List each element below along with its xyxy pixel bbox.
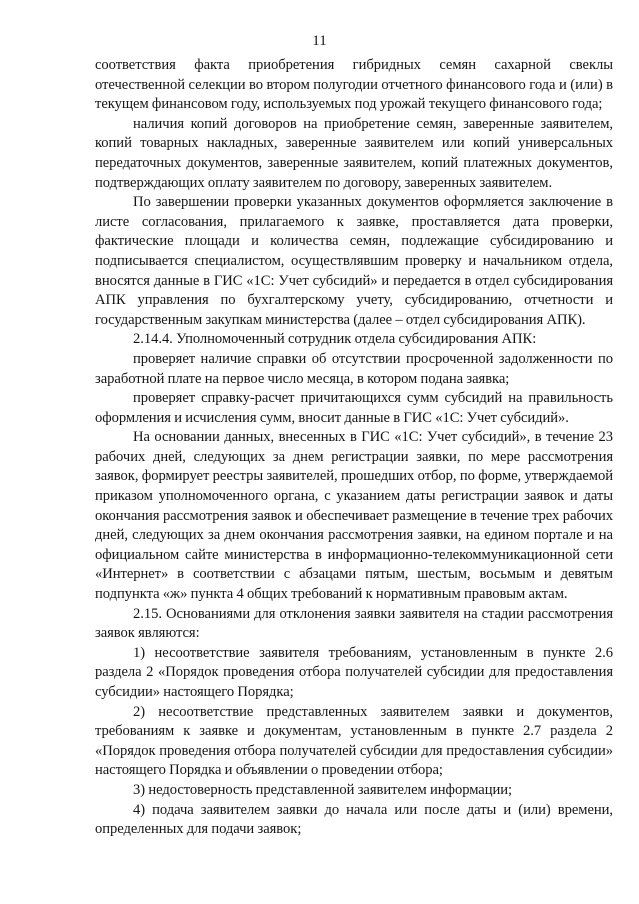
paragraph: На основании данных, внесенных в ГИС «1С: Учет субсидий», в течение 23 рабочих дней, следующих за днем регистрации заявки, по мере рассмотрения заявок, формирует реестры заявителей, прошедших отбор, по форме, утверждаемой приказом уполномоченного органа, с указанием даты регистрации заявок и даты окончания рассмотрения заявок и обеспечивает размещение в течение трех рабочих дней, следующих за днем окончания рассмотрения заявки, на едином портале и на официальном сайте министерства в информационно-телекоммуникационной сети «Интернет» в соответствии с абзацами пятым, шестым, восьмым и девятым подпункта «ж» пункта 4 общих требований к нормативным правовым актам. [95, 429, 613, 603]
paragraph: 1) несоответствие заявителя требованиям, установленным в пункте 2.6 раздела 2 «Порядок проведения отбора получателей субсидии для предоставления субсидии» настоящего Порядка; [95, 644, 613, 700]
paragraph: 2.14.4. Уполномоченный сотрудник отдела субсидирования АПК: [133, 331, 537, 348]
paragraph: соответствия факта приобретения гибридных семян сахарной свеклы отечественной селекции во втором полугодии отчетного финансового года и (или) в текущем финансовом году, используемых под урожай текущего финансового года; [95, 57, 613, 113]
paragraph: По завершении проверки указанных документов оформляется заключение в листе согласования, прилагаемого к заявке, проставляется дата проверки, фактические площади и количества семян, подлежащие субсидированию и подписывается специалистом, осуществлявшим проверку и начальником отдела, вносятся данные в ГИС «1С: Учет субсидий» и передается в отдел субсидирования АПК управления по бухгалтерскому учету, субсидированию, отчетности и государственным закупкам министерства (далее – отдел субсидирования АПК). [95, 194, 613, 328]
paragraph: наличия копий договоров на приобретение семян, заверенные заявителем, копий товарных накладных, заверенные заявителем или копий универсальных передаточных документов, заверенные заявителем, копий платежных документов, подтверждающих оплату заявителем по договору, заверенных заявителем. [95, 115, 613, 191]
page-number: 11 [312, 33, 327, 49]
document-body [95, 56, 613, 840]
paragraph: 3) недостоверность представленной заявителем информации; [133, 781, 513, 798]
paragraph: 4) подача заявителем заявки до начала или после даты и (или) времени, определенных для подачи заявок; [95, 801, 613, 838]
paragraph: проверяет наличие справки об отсутствии просроченной задолженности по заработной плате на первое число месяца, в котором подана заявка; [95, 350, 613, 387]
paragraph: проверяет справку-расчет причитающихся сумм субсидий на правильность оформления и исчисления сумм, вносит данные в ГИС «1С: Учет субсидий». [95, 390, 613, 426]
paragraph: 2) несоответствие представленных заявителем заявки и документов, требованиям к заявке и документам, установленным в пункте 2.7 раздела 2 «Порядок проведения отбора получателей субсидии для предоставления субсидии» настоящего Порядка и объявлении о проведении отбора; [95, 703, 613, 779]
paragraph: 2.15. Основаниями для отклонения заявки заявителя на стадии рассмотрения заявок являются: [95, 605, 613, 642]
